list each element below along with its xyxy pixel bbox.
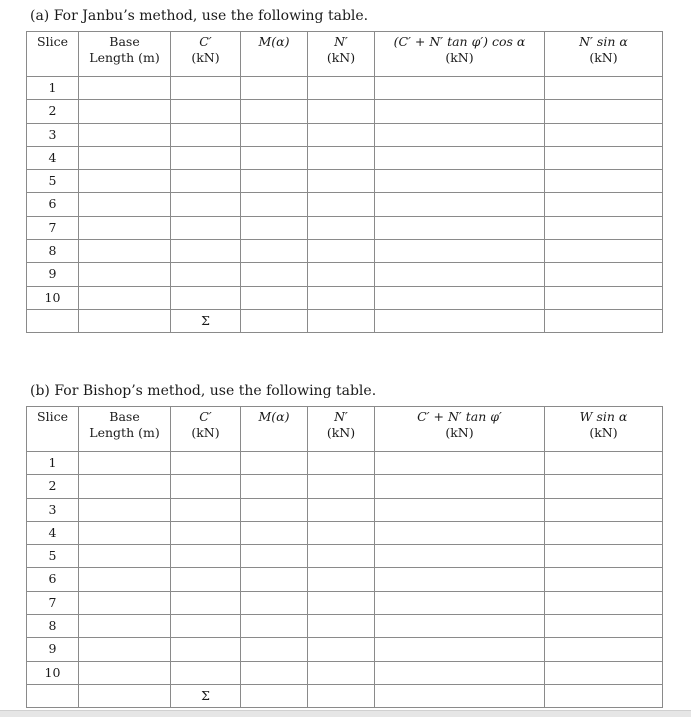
slice-number: 3 [27,123,79,146]
sum-symbol: Σ [171,309,241,332]
blank-cell[interactable] [171,286,241,309]
blank-cell[interactable] [308,286,375,309]
blank-cell[interactable] [241,170,308,193]
blank-cell[interactable] [308,240,375,263]
bishop-table [26,406,663,708]
blank-cell[interactable] [171,498,241,521]
slice-row [27,100,663,123]
blank-cell[interactable] [545,684,663,707]
bishop-header-row [27,407,663,452]
slice-row [27,452,663,475]
blank-cell[interactable] [308,100,375,123]
slice-number: 8 [27,240,79,263]
blank-cell[interactable] [375,591,545,614]
slice-number: 1 [27,77,79,100]
blank-cell[interactable] [375,498,545,521]
sum-row [27,309,663,332]
blank-cell[interactable] [241,568,308,591]
blank-cell[interactable] [241,216,308,239]
blank-cell[interactable] [27,309,79,332]
blank-cell[interactable] [375,661,545,684]
slice-number: 1 [27,452,79,475]
blank-cell[interactable] [79,77,171,100]
blank-cell[interactable] [545,591,663,614]
slice-row [27,170,663,193]
slice-number: 9 [27,263,79,286]
slice-number: 8 [27,615,79,638]
blank-cell[interactable] [545,475,663,498]
slice-row [27,216,663,239]
blank-cell[interactable] [79,498,171,521]
blank-cell[interactable] [241,309,308,332]
slice-row [27,193,663,216]
blank-cell[interactable] [545,615,663,638]
blank-cell[interactable] [241,193,308,216]
blank-cell[interactable] [241,545,308,568]
blank-cell[interactable] [241,123,308,146]
slice-number: 3 [27,498,79,521]
blank-cell[interactable] [308,77,375,100]
blank-cell[interactable] [545,100,663,123]
blank-cell[interactable] [241,521,308,544]
blank-cell[interactable] [79,475,171,498]
blank-cell[interactable] [241,100,308,123]
blank-cell[interactable] [375,684,545,707]
slice-number: 7 [27,591,79,614]
blank-cell[interactable] [375,240,545,263]
blank-cell[interactable] [308,123,375,146]
blank-cell[interactable] [308,661,375,684]
blank-cell[interactable] [545,452,663,475]
slice-row [27,638,663,661]
blank-cell[interactable] [308,170,375,193]
blank-cell[interactable] [545,216,663,239]
header-c-prime: C′ (kN) [171,407,241,452]
blank-cell[interactable] [79,545,171,568]
janbu-table-caption: (a) For Janbu’s method, use the following table. [30,8,369,24]
blank-cell[interactable] [308,146,375,169]
header-m-alpha: M(α) [241,407,308,452]
blank-cell[interactable] [79,286,171,309]
blank-cell[interactable] [375,216,545,239]
blank-cell[interactable] [171,521,241,544]
blank-cell[interactable] [79,100,171,123]
slice-number: 2 [27,100,79,123]
blank-cell[interactable] [79,638,171,661]
blank-cell[interactable] [27,684,79,707]
blank-cell[interactable] [375,475,545,498]
blank-cell[interactable] [79,146,171,169]
blank-cell[interactable] [545,568,663,591]
blank-cell[interactable] [545,638,663,661]
blank-cell[interactable] [171,77,241,100]
blank-cell[interactable] [79,591,171,614]
header-resisting-term: C′ + N′ tan φ′ (kN) [375,407,545,452]
sum-row [27,684,663,707]
blank-cell[interactable] [375,263,545,286]
slice-number: 10 [27,661,79,684]
blank-cell[interactable] [79,216,171,239]
blank-cell[interactable] [308,475,375,498]
header-base-length: Base Length (m) [79,32,171,77]
blank-cell[interactable] [308,452,375,475]
blank-cell[interactable] [171,146,241,169]
blank-cell[interactable] [375,123,545,146]
blank-cell[interactable] [308,638,375,661]
blank-cell[interactable] [308,216,375,239]
blank-cell[interactable] [375,77,545,100]
blank-cell[interactable] [241,498,308,521]
slice-number: 6 [27,193,79,216]
slice-row [27,568,663,591]
blank-cell[interactable] [171,615,241,638]
blank-cell[interactable] [241,661,308,684]
janbu-table [26,31,663,333]
blank-cell[interactable] [308,263,375,286]
header-resisting-term: (C′ + N′ tan φ′) cos α (kN) [375,32,545,77]
blank-cell[interactable] [171,263,241,286]
slice-number: 2 [27,475,79,498]
blank-cell[interactable] [171,100,241,123]
blank-cell[interactable] [308,498,375,521]
blank-cell[interactable] [545,545,663,568]
header-c-prime: C′ (kN) [171,32,241,77]
header-n-prime: N′ (kN) [308,32,375,77]
slice-row [27,661,663,684]
blank-cell[interactable] [375,545,545,568]
blank-cell[interactable] [308,309,375,332]
blank-cell[interactable] [79,521,171,544]
blank-cell[interactable] [375,615,545,638]
blank-cell[interactable] [171,193,241,216]
blank-cell[interactable] [375,638,545,661]
blank-cell[interactable] [545,77,663,100]
blank-cell[interactable] [171,568,241,591]
blank-cell[interactable] [79,568,171,591]
slice-number: 10 [27,286,79,309]
blank-cell[interactable] [79,309,171,332]
blank-cell[interactable] [171,216,241,239]
blank-cell[interactable] [375,286,545,309]
blank-cell[interactable] [545,498,663,521]
blank-cell[interactable] [241,615,308,638]
blank-cell[interactable] [171,661,241,684]
blank-cell[interactable] [545,146,663,169]
blank-cell[interactable] [79,193,171,216]
blank-cell[interactable] [241,475,308,498]
bishop-table-caption: (b) For Bishop’s method, use the following table. [30,383,377,399]
header-n-prime: N′ (kN) [308,407,375,452]
blank-cell[interactable] [171,452,241,475]
slice-row [27,615,663,638]
sum-symbol: Σ [171,684,241,707]
slice-row [27,475,663,498]
blank-cell[interactable] [171,475,241,498]
janbu-header-row [27,32,663,77]
header-m-alpha: M(α) [241,32,308,77]
blank-cell[interactable] [375,170,545,193]
blank-cell[interactable] [545,263,663,286]
slice-row [27,591,663,614]
blank-cell[interactable] [241,638,308,661]
blank-cell[interactable] [171,638,241,661]
slice-row [27,146,663,169]
slice-row [27,521,663,544]
blank-cell[interactable] [241,286,308,309]
blank-cell[interactable] [308,684,375,707]
slice-number: 5 [27,170,79,193]
blank-cell[interactable] [308,521,375,544]
blank-cell[interactable] [375,100,545,123]
blank-cell[interactable] [241,240,308,263]
slice-row [27,545,663,568]
slice-number: 4 [27,146,79,169]
blank-cell[interactable] [375,146,545,169]
slice-number: 5 [27,545,79,568]
blank-cell[interactable] [171,591,241,614]
blank-cell[interactable] [545,193,663,216]
blank-cell[interactable] [308,545,375,568]
blank-cell[interactable] [241,77,308,100]
blank-cell[interactable] [545,286,663,309]
blank-cell[interactable] [375,452,545,475]
blank-cell[interactable] [241,263,308,286]
blank-cell[interactable] [241,684,308,707]
blank-cell[interactable] [79,123,171,146]
blank-cell[interactable] [241,591,308,614]
blank-cell[interactable] [375,309,545,332]
blank-cell[interactable] [171,123,241,146]
blank-cell[interactable] [241,452,308,475]
blank-cell[interactable] [171,240,241,263]
blank-cell[interactable] [79,263,171,286]
blank-cell[interactable] [545,170,663,193]
blank-cell[interactable] [375,568,545,591]
blank-cell[interactable] [375,521,545,544]
blank-cell[interactable] [545,123,663,146]
blank-cell[interactable] [308,615,375,638]
slice-number: 4 [27,521,79,544]
blank-cell[interactable] [308,193,375,216]
blank-cell[interactable] [79,661,171,684]
blank-cell[interactable] [545,309,663,332]
blank-cell[interactable] [79,170,171,193]
slice-row [27,77,663,100]
blank-cell[interactable] [171,545,241,568]
header-slice: Slice [27,32,79,77]
slice-number: 6 [27,568,79,591]
blank-cell[interactable] [79,684,171,707]
slice-row [27,498,663,521]
header-n-sin-alpha: N′ sin α (kN) [545,32,663,77]
blank-cell[interactable] [79,240,171,263]
header-base-length: Base Length (m) [79,407,171,452]
blank-cell[interactable] [308,591,375,614]
slice-row [27,263,663,286]
header-slice: Slice [27,407,79,452]
blank-cell[interactable] [308,568,375,591]
slice-number: 7 [27,216,79,239]
blank-cell[interactable] [79,615,171,638]
slice-row [27,123,663,146]
slice-row [27,286,663,309]
blank-cell[interactable] [171,170,241,193]
blank-cell[interactable] [241,146,308,169]
blank-cell[interactable] [545,240,663,263]
blank-cell[interactable] [545,521,663,544]
header-w-sin-alpha: W sin α (kN) [545,407,663,452]
blank-cell[interactable] [375,193,545,216]
blank-cell[interactable] [79,452,171,475]
slice-row [27,240,663,263]
slice-number: 9 [27,638,79,661]
blank-cell[interactable] [545,661,663,684]
